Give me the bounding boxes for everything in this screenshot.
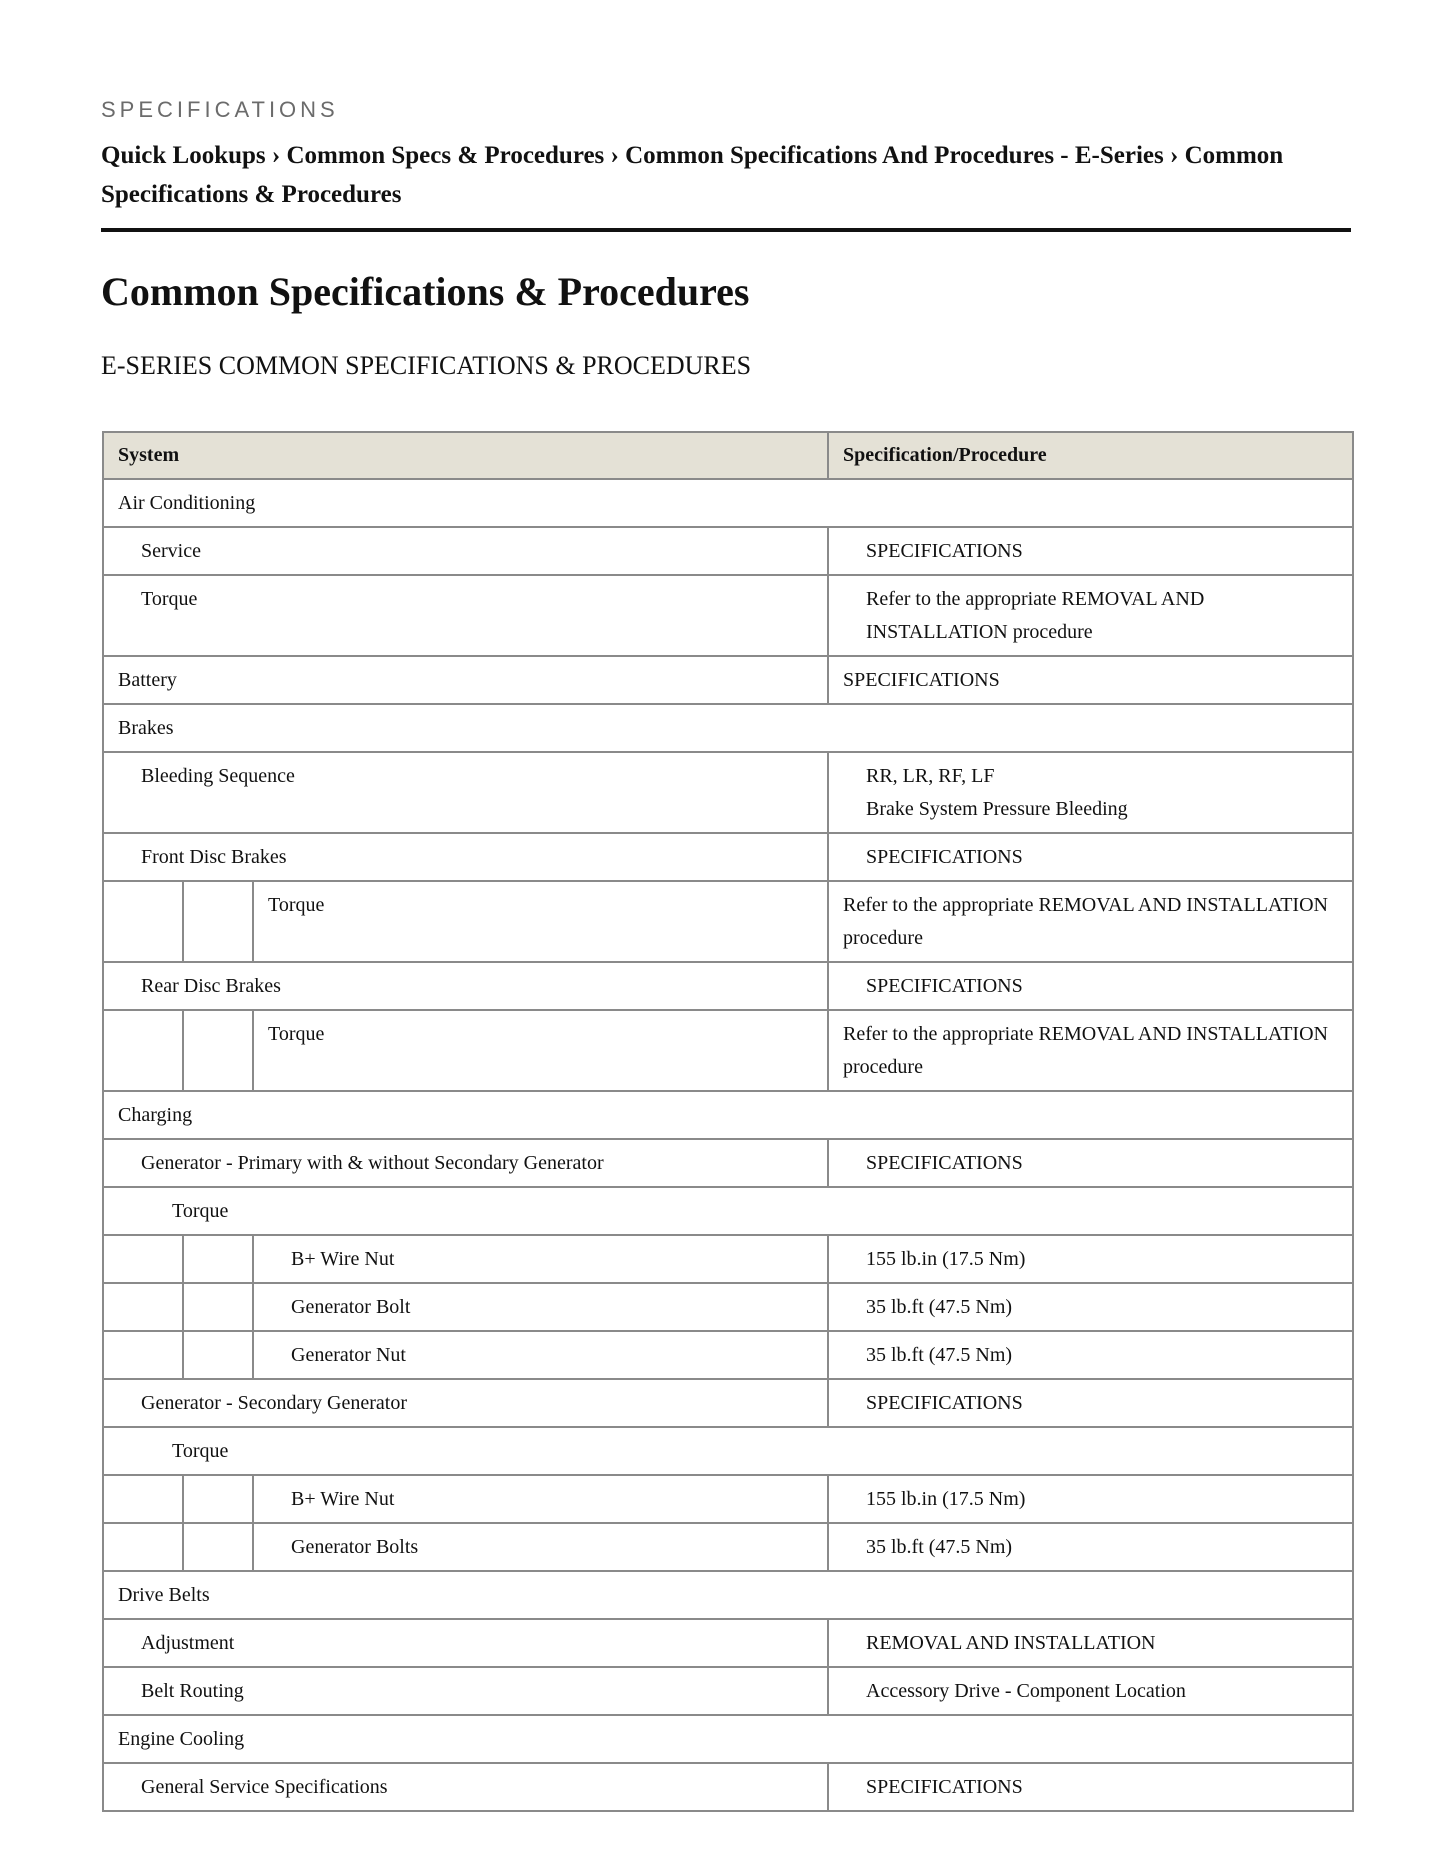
system-cell: Engine Cooling xyxy=(118,1728,245,1750)
spacer-cell xyxy=(183,1283,253,1331)
specifications-table xyxy=(102,431,1354,1812)
spec-link[interactable]: SPECIFICATIONS xyxy=(843,669,1000,691)
system-cell: Generator Nut xyxy=(291,1344,406,1366)
table-row xyxy=(103,962,1353,1010)
column-header-spec: Specification/Procedure xyxy=(828,432,1353,479)
system-cell: Torque xyxy=(268,894,325,916)
system-cell: Charging xyxy=(118,1104,193,1126)
section-kicker: SPECIFICATIONS xyxy=(101,97,339,122)
system-cell: Air Conditioning xyxy=(118,492,256,514)
spacer-cell xyxy=(183,1331,253,1379)
system-cell: Brakes xyxy=(118,717,174,739)
spec-cell: 35 lb.ft (47.5 Nm) xyxy=(866,1536,1013,1558)
spacer-cell xyxy=(103,881,183,962)
spacer-cell xyxy=(103,1475,183,1523)
spec-cell: 155 lb.in (17.5 Nm) xyxy=(866,1248,1026,1270)
table-row xyxy=(103,752,1353,833)
system-cell: Torque xyxy=(172,1200,229,1222)
spacer-cell xyxy=(183,1523,253,1571)
page-title: Common Specifications & Procedures xyxy=(101,269,750,314)
spec-cell: 35 lb.ft (47.5 Nm) xyxy=(866,1296,1013,1318)
spec-link[interactable]: SPECIFICATIONS xyxy=(866,1152,1023,1174)
spec-link[interactable]: Brake System Pressure Bleeding xyxy=(866,798,1128,820)
spacer-cell xyxy=(103,1331,183,1379)
table-row xyxy=(103,1523,1353,1571)
table-row xyxy=(103,1427,1353,1475)
spacer-cell xyxy=(103,1010,183,1091)
spec-link[interactable]: SPECIFICATIONS xyxy=(866,975,1023,997)
table-row xyxy=(103,1715,1353,1763)
spec-cell: 35 lb.ft (47.5 Nm) xyxy=(866,1344,1013,1366)
system-cell: Front Disc Brakes xyxy=(141,846,287,868)
spec-cell: Refer to the appropriate REMOVAL AND INSTALLATION procedure xyxy=(843,894,1328,949)
system-cell: General Service Specifications xyxy=(141,1776,388,1798)
table-row xyxy=(103,1187,1353,1235)
table-row xyxy=(103,1763,1353,1811)
system-cell: Torque xyxy=(172,1440,229,1462)
spec-link[interactable]: SPECIFICATIONS xyxy=(866,1776,1023,1798)
table-row xyxy=(103,575,1353,656)
spacer-cell xyxy=(103,1235,183,1283)
page-subtitle: E-SERIES COMMON SPECIFICATIONS & PROCEDURES xyxy=(101,351,752,380)
header-divider xyxy=(101,228,1351,232)
system-cell: Battery xyxy=(118,669,177,691)
table-header-row xyxy=(103,432,1353,479)
spacer-cell xyxy=(183,1235,253,1283)
system-cell: Service xyxy=(141,540,201,562)
spacer-cell xyxy=(183,1475,253,1523)
table-row xyxy=(103,1379,1353,1427)
system-cell: Torque xyxy=(141,588,198,610)
system-cell: B+ Wire Nut xyxy=(291,1488,395,1510)
table-row xyxy=(103,1331,1353,1379)
spacer-cell xyxy=(183,1010,253,1091)
column-header-system: System xyxy=(103,432,828,479)
system-cell: Drive Belts xyxy=(118,1584,210,1606)
spec-link[interactable]: SPECIFICATIONS xyxy=(866,540,1023,562)
spec-cell: Refer to the appropriate REMOVAL AND INSTALLATION procedure xyxy=(843,1023,1328,1078)
system-cell: Generator - Primary with & without Secondary Generator xyxy=(141,1152,604,1174)
table-row xyxy=(103,1667,1353,1715)
spec-cell: Refer to the appropriate REMOVAL AND INSTALLATION procedure xyxy=(866,588,1205,643)
spec-cell: 155 lb.in (17.5 Nm) xyxy=(866,1488,1026,1510)
spec-link[interactable]: SPECIFICATIONS xyxy=(866,846,1023,868)
table-row xyxy=(103,704,1353,752)
spacer-cell xyxy=(183,881,253,962)
system-cell: Generator - Secondary Generator xyxy=(141,1392,407,1414)
spec-link[interactable]: REMOVAL AND INSTALLATION xyxy=(866,1632,1156,1654)
spacer-cell xyxy=(103,1523,183,1571)
table-row xyxy=(103,1139,1353,1187)
table-row xyxy=(103,479,1353,527)
system-cell: Torque xyxy=(268,1023,325,1045)
table-row xyxy=(103,1235,1353,1283)
table-row xyxy=(103,881,1353,962)
table-row xyxy=(103,1091,1353,1139)
table-row xyxy=(103,1475,1353,1523)
system-cell: Belt Routing xyxy=(141,1680,244,1702)
table-row xyxy=(103,1283,1353,1331)
system-cell: Adjustment xyxy=(141,1632,235,1654)
system-cell: Bleeding Sequence xyxy=(141,765,295,787)
system-cell: Rear Disc Brakes xyxy=(141,975,281,997)
table-row xyxy=(103,527,1353,575)
system-cell: Generator Bolt xyxy=(291,1296,411,1318)
breadcrumb[interactable]: Quick Lookups › Common Specs & Procedures › Common Specifications And Procedures - E-Series › Common Specifications & Procedures xyxy=(101,142,1284,208)
table-row xyxy=(103,833,1353,881)
table-row xyxy=(103,1619,1353,1667)
system-cell: Generator Bolts xyxy=(291,1536,419,1558)
spec-link[interactable]: Accessory Drive - Component Location xyxy=(866,1680,1186,1702)
table-row xyxy=(103,1571,1353,1619)
spacer-cell xyxy=(103,1283,183,1331)
system-cell: B+ Wire Nut xyxy=(291,1248,395,1270)
spec-link[interactable]: SPECIFICATIONS xyxy=(866,1392,1023,1414)
spec-value: RR, LR, RF, LF xyxy=(866,765,995,787)
table-row xyxy=(103,656,1353,704)
table-row xyxy=(103,1010,1353,1091)
